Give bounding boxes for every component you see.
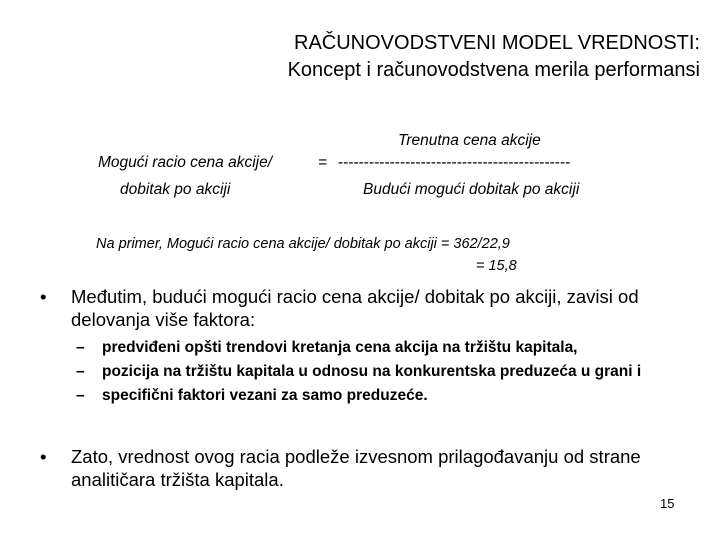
sub-item-text: specifični faktori vezani za samo preduzeće. (102, 387, 428, 404)
sub-item-marker: – (76, 339, 85, 356)
bullet-text-line-1: Zato, vrednost ovog racia podleže izvesnom prilagođavanju od strane (71, 446, 641, 467)
sub-item-marker: – (76, 363, 85, 380)
example-line-1: Na primer, Mogući racio cena akcije/ dobitak po akciji = 362/22,9 (96, 236, 510, 252)
formula-lhs-line-1: Mogući racio cena akcije/ (98, 154, 273, 171)
bullet-marker: • (40, 446, 47, 467)
formula-equals: = (318, 154, 328, 171)
sub-item-marker: – (76, 387, 85, 404)
bullet-text-line-2: analitičara tržišta kapitala. (71, 469, 284, 490)
slide-title-line-1: RAČUNOVODSTVENI MODEL VREDNOSTI: (294, 32, 700, 54)
slide-title-line-2: Koncept i računovodstvena merila performansi (287, 59, 700, 81)
page-number: 15 (660, 496, 675, 511)
formula-numerator: Trenutna cena akcije (398, 132, 541, 149)
example-line-2: = 15,8 (476, 258, 517, 274)
formula-lhs-line-2: dobitak po akciji (120, 181, 231, 198)
sub-item (76, 387, 428, 405)
sub-item (76, 339, 578, 357)
bullet-marker: • (40, 286, 47, 307)
bullet-text-line-2: delovanja više faktora: (71, 309, 256, 330)
bullet-text-line-1: Međutim, budući mogući racio cena akcije/ dobitak po akciji, zavisi od (71, 286, 639, 307)
formula-fraction-bar: --------------------------------------------- (338, 154, 571, 171)
formula-denominator: Budući mogući dobitak po akciji (363, 181, 580, 198)
sub-item-text: pozicija na tržištu kapitala u odnosu na konkurentska preduzeća u grani i (102, 363, 642, 380)
sub-item (76, 363, 641, 381)
sub-item-text: predviđeni opšti trendovi kretanja cena akcija na tržištu kapitala, (102, 339, 578, 356)
